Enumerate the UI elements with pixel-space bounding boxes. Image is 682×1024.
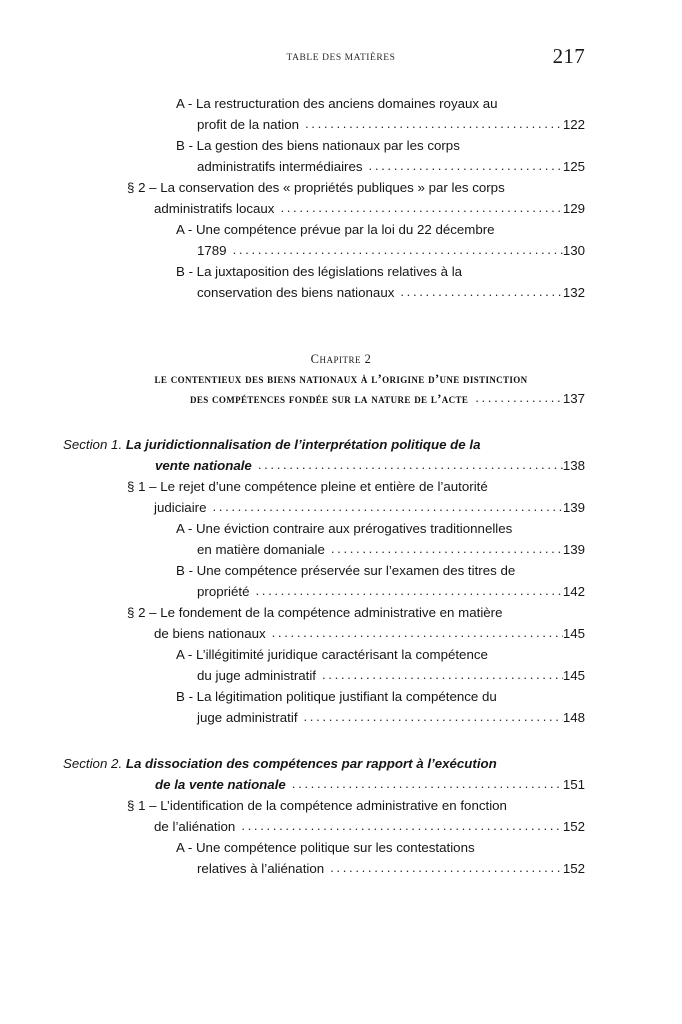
chapter-page-number: 137	[562, 391, 585, 406]
toc-entry-line	[0, 623, 682, 644]
chapter-title-line-2-row	[0, 389, 682, 409]
toc-page-number: 148	[562, 710, 585, 725]
toc-entry-line	[0, 198, 682, 219]
toc-page-number: 145	[562, 668, 585, 683]
toc-entry-line	[0, 518, 682, 539]
toc-entry-text: relatives à l’aliénation	[197, 861, 325, 876]
section-label: Section 1.	[63, 437, 123, 452]
toc-entry-line	[0, 282, 682, 303]
chapter-heading-block[interactable]	[0, 349, 682, 409]
toc-page-number: 132	[562, 285, 585, 300]
toc-entry[interactable]	[0, 795, 682, 837]
toc-entry-text: § 2 – Le fondement de la compétence administrative en matière	[127, 605, 503, 620]
toc-section-line	[0, 434, 682, 455]
toc-entry-line	[0, 581, 682, 602]
dot-leader	[330, 857, 563, 878]
toc-page-number: 129	[562, 201, 585, 216]
toc-entry-line	[0, 476, 682, 497]
toc-section-line	[0, 774, 682, 795]
toc-entry-text: § 1 – Le rejet d’une compétence pleine et entière de l’autorité	[127, 479, 488, 494]
dot-leader	[272, 622, 563, 643]
toc-entry-line	[0, 665, 682, 686]
toc-section-line	[0, 753, 682, 774]
toc-entry-line	[0, 93, 682, 114]
toc-entry-text: du juge administratif	[197, 668, 316, 683]
toc-entry[interactable]	[0, 177, 682, 219]
toc-page-number: 122	[562, 117, 585, 132]
toc-entry[interactable]	[0, 93, 682, 135]
dot-leader	[292, 773, 563, 794]
dot-leader	[212, 496, 562, 517]
toc-entry[interactable]	[0, 560, 682, 602]
dot-leader	[475, 388, 563, 408]
toc-entry-text: A - Une compétence prévue par la loi du 22 décembre	[176, 222, 495, 237]
toc-entry[interactable]	[0, 686, 682, 728]
dot-leader	[331, 538, 563, 559]
toc-entry-line	[0, 240, 682, 261]
toc-entry-text: B - La gestion des biens nationaux par les corps	[176, 138, 460, 153]
toc-entry-line	[0, 560, 682, 581]
toc-entry-text: B - La juxtaposition des législations relatives à la	[176, 264, 463, 279]
table-of-contents	[0, 93, 682, 879]
toc-entry-line	[0, 686, 682, 707]
toc-entry-text: 1789	[197, 243, 227, 258]
toc-entry-line	[0, 644, 682, 665]
chapter-title-line-2: des compétences fondée sur la nature de l’acte	[190, 392, 469, 406]
toc-top-entries-group	[0, 93, 682, 303]
toc-page-number: 145	[562, 626, 585, 641]
section-spacer	[0, 728, 682, 753]
toc-entry[interactable]	[0, 476, 682, 518]
toc-entry-line	[0, 261, 682, 282]
toc-entry-text: A - La restructuration des anciens domaines royaux au	[176, 96, 498, 111]
toc-page-number: 152	[562, 861, 585, 876]
toc-entry-text: en matière domaniale	[197, 542, 325, 557]
toc-entry-text: juge administratif	[197, 710, 298, 725]
toc-entry[interactable]	[0, 518, 682, 560]
toc-section-heading[interactable]	[0, 753, 682, 795]
dot-leader	[400, 281, 562, 302]
dot-leader	[255, 580, 562, 601]
toc-entry-line	[0, 135, 682, 156]
toc-entry-line	[0, 707, 682, 728]
toc-entry-line	[0, 858, 682, 879]
running-head	[0, 44, 682, 73]
toc-page-number: 142	[562, 584, 585, 599]
toc-entry-text: § 2 – La conservation des « propriétés publiques » par les corps	[127, 180, 505, 195]
toc-entry-line	[0, 219, 682, 240]
toc-entry-text: A - L’illégitimité juridique caractérisant la compétence	[176, 647, 488, 662]
toc-entry-text: § 1 – L’identification de la compétence administrative en fonction	[127, 798, 507, 813]
toc-entry[interactable]	[0, 644, 682, 686]
toc-page-number: 139	[562, 542, 585, 557]
toc-entry-line	[0, 177, 682, 198]
dot-leader	[305, 113, 563, 134]
toc-entry-text	[63, 434, 480, 455]
dot-leader	[322, 664, 563, 685]
section-title-line-1: La juridictionnalisation de l’interprétation politique de la	[125, 437, 481, 452]
toc-entry-text: B - Une compétence préservée sur l’examen des titres de	[176, 563, 516, 578]
toc-section-line	[0, 455, 682, 476]
toc-entry[interactable]	[0, 602, 682, 644]
dot-leader	[241, 815, 562, 836]
toc-entry-text: judiciaire	[154, 500, 207, 515]
toc-entry-line	[0, 156, 682, 177]
toc-entry-line	[0, 497, 682, 518]
toc-entry[interactable]	[0, 261, 682, 303]
page-folio-number: 217	[552, 44, 585, 68]
toc-page-number: 138	[562, 458, 585, 473]
chapter-title-line-1: le contentieux des biens nationaux à l’origine d’une distinction	[154, 372, 528, 386]
toc-entry-text: propriété	[197, 584, 250, 599]
dot-leader	[369, 155, 563, 176]
toc-entry-text: B - La légitimation politique justifiant la compétence du	[176, 689, 497, 704]
toc-page-number: 125	[562, 159, 585, 174]
toc-entry-text	[63, 753, 497, 774]
toc-entry-line	[0, 837, 682, 858]
section-title-line-1: La dissociation des compétences par rapport à l’exécution	[125, 756, 497, 771]
toc-entry-line	[0, 816, 682, 837]
toc-entry-text: conservation des biens nationaux	[197, 285, 395, 300]
toc-entry-line	[0, 795, 682, 816]
toc-sections-group	[0, 409, 682, 879]
toc-section-heading[interactable]	[0, 434, 682, 476]
toc-entry-line	[0, 539, 682, 560]
toc-entry-text: administratifs intermédiaires	[197, 159, 363, 174]
section-spacer	[0, 409, 682, 434]
toc-entry-line	[0, 114, 682, 135]
toc-entry[interactable]	[0, 219, 682, 261]
toc-entry-text	[155, 455, 252, 476]
toc-page-number: 130	[562, 243, 585, 258]
toc-entry-text: de l’aliénation	[154, 819, 236, 834]
dot-leader	[233, 239, 563, 260]
section-title-line-2: de la vente nationale	[155, 777, 286, 792]
section-title-line-2: vente nationale	[155, 458, 252, 473]
section-label: Section 2.	[63, 756, 123, 771]
toc-entry[interactable]	[0, 837, 682, 879]
toc-entry-text: A - Une éviction contraire aux prérogatives traditionnelles	[176, 521, 513, 536]
toc-entry-text: A - Une compétence politique sur les contestations	[176, 840, 475, 855]
toc-page-number: 152	[562, 819, 585, 834]
running-head-title: TABLE DES MATIÈRES	[286, 53, 396, 63]
toc-entry[interactable]	[0, 135, 682, 177]
dot-leader	[258, 454, 563, 475]
chapter-kicker: Chapitre 2	[310, 352, 372, 366]
toc-entry-text	[155, 774, 286, 795]
toc-page-number: 151	[562, 777, 585, 792]
toc-entry-line	[0, 602, 682, 623]
toc-entry-text: administratifs locaux	[154, 201, 275, 216]
toc-entry-text: profit de la nation	[197, 117, 300, 132]
dot-leader	[280, 197, 562, 218]
toc-page-number: 139	[562, 500, 585, 515]
toc-entry-text: de biens nationaux	[154, 626, 266, 641]
dot-leader	[304, 706, 563, 727]
